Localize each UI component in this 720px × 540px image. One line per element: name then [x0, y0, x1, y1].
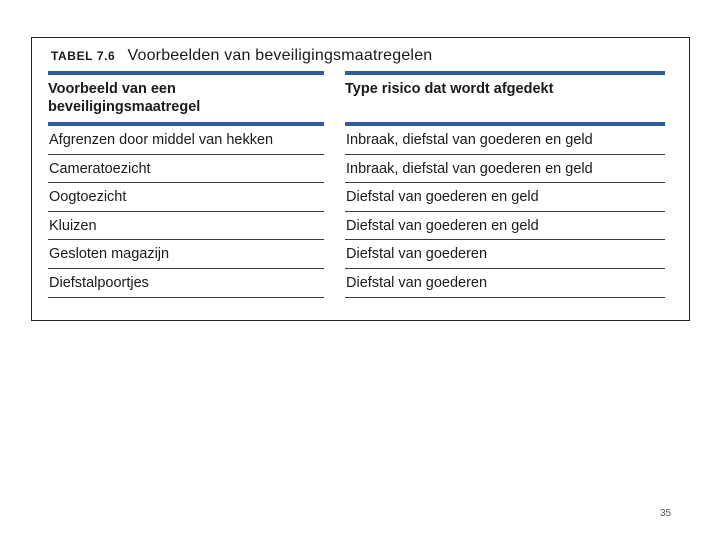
table-cell-measure: Oogtoezicht [48, 183, 324, 212]
table-frame [31, 37, 690, 321]
table-caption [51, 47, 432, 65]
table-label: TABEL 7.6 [51, 49, 116, 63]
table-cell-risk: Inbraak, diefstal van goederen en geld [345, 126, 665, 155]
column-risks [345, 71, 665, 298]
table-cell-measure: Diefstalpoortjes [48, 269, 324, 298]
column-measures [48, 71, 324, 298]
table-cell-risk: Inbraak, diefstal van goederen en geld [345, 155, 665, 184]
table-cell-measure: Afgrenzen door middel van hekken [48, 126, 324, 155]
page-number: 35 [660, 508, 672, 519]
table-title: Voorbeelden van beveiligingsmaatregelen [127, 47, 433, 64]
column-header-risk: Type risico dat wordt afgedekt [345, 81, 554, 97]
column-header-measure: Voorbeeld van een beveiligingsmaatregel [48, 81, 201, 115]
table-cell-risk: Diefstal van goederen en geld [345, 212, 665, 241]
table-cell-measure: Kluizen [48, 212, 324, 241]
table-cell-risk: Diefstal van goederen en geld [345, 183, 665, 212]
table-cell-measure: Cameratoezicht [48, 155, 324, 184]
table-cell-risk: Diefstal van goederen [345, 240, 665, 269]
table-cell-measure: Gesloten magazijn [48, 240, 324, 269]
table-cell-risk: Diefstal van goederen [345, 269, 665, 298]
